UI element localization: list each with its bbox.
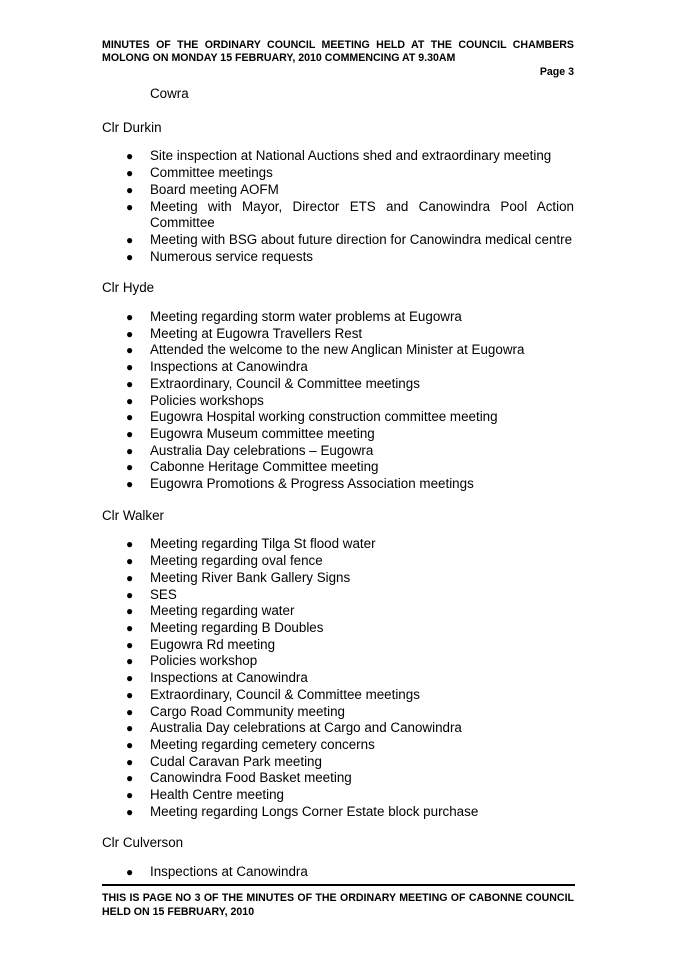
activity-item xyxy=(102,232,574,249)
activity-item xyxy=(102,476,574,493)
activity-item xyxy=(102,359,574,376)
activity-text: Health Centre meeting xyxy=(150,787,284,803)
bullet-icon: ● xyxy=(126,249,134,264)
bullet-icon: ● xyxy=(126,570,134,585)
activity-text: Inspections at Canowindra xyxy=(150,359,308,375)
bullet-icon: ● xyxy=(126,771,134,786)
activity-item xyxy=(102,148,574,165)
bullet-icon: ● xyxy=(126,737,134,752)
bullet-icon: ● xyxy=(126,687,134,702)
activity-item xyxy=(102,737,574,754)
activity-text: Meeting regarding water xyxy=(150,603,295,619)
activity-text: Cargo Road Community meeting xyxy=(150,703,345,719)
activity-text: Meeting River Bank Gallery Signs xyxy=(150,569,351,585)
bullet-icon: ● xyxy=(126,310,134,325)
activity-text: Australia Day celebrations – Eugowra xyxy=(150,442,374,458)
bullet-icon: ● xyxy=(126,326,134,341)
activity-text: Meeting with Mayor, Director ETS and Canowindra Pool Action Committee xyxy=(150,198,574,231)
bullet-icon: ● xyxy=(126,393,134,408)
activity-text: Eugowra Promotions & Progress Association meetings xyxy=(150,476,474,492)
bullet-icon: ● xyxy=(126,232,134,247)
activity-item xyxy=(102,770,574,787)
activity-item xyxy=(102,754,574,771)
councillor-section xyxy=(102,508,574,821)
activity-item xyxy=(102,536,574,553)
activity-text: Meeting regarding B Doubles xyxy=(150,619,324,635)
bullet-icon: ● xyxy=(126,182,134,197)
activity-text: Numerous service requests xyxy=(150,248,313,264)
bullet-icon: ● xyxy=(126,620,134,635)
bullet-icon: ● xyxy=(126,554,134,569)
activity-item xyxy=(102,165,574,182)
activity-item xyxy=(102,587,574,604)
bullet-icon: ● xyxy=(126,443,134,458)
bullet-icon: ● xyxy=(126,671,134,686)
bullet-icon: ● xyxy=(126,721,134,736)
activity-text: Extraordinary, Council & Committee meetings xyxy=(150,686,420,702)
councillor-sections xyxy=(102,120,574,881)
activity-item xyxy=(102,687,574,704)
activity-text: Meeting regarding Tilga St flood water xyxy=(150,536,376,552)
councillor-name: Clr Hyde xyxy=(102,280,155,296)
councillor-section xyxy=(102,280,574,492)
activity-list xyxy=(102,864,574,881)
document-header: MINUTES OF THE ORDINARY COUNCIL MEETING HELD AT THE COUNCIL CHAMBERS MOLONG ON MONDAY 15 FEBRUARY, 2010 COMMENCING AT 9.30AM xyxy=(102,39,574,64)
councillor-section xyxy=(102,835,574,880)
activity-item xyxy=(102,553,574,570)
bullet-icon: ● xyxy=(126,537,134,552)
activity-item xyxy=(102,249,574,266)
activity-item xyxy=(102,342,574,359)
activity-text: Cudal Caravan Park meeting xyxy=(150,753,322,769)
activity-item xyxy=(102,426,574,443)
activity-text: Cabonne Heritage Committee meeting xyxy=(150,459,379,475)
minutes-body xyxy=(102,86,574,896)
activity-text: Eugowra Hospital working construction committee meeting xyxy=(150,409,498,425)
activity-text: Meeting at Eugowra Travellers Rest xyxy=(150,325,363,341)
activity-item xyxy=(102,309,574,326)
activity-text: Committee meetings xyxy=(150,165,273,181)
activity-list xyxy=(102,536,574,820)
activity-text: Meeting regarding storm water problems at Eugowra xyxy=(150,309,462,325)
bullet-icon: ● xyxy=(126,654,134,669)
activity-text: Extraordinary, Council & Committee meetings xyxy=(150,375,420,391)
activity-text: SES xyxy=(150,586,177,602)
activity-text: Australia Day celebrations at Cargo and Canowindra xyxy=(150,720,462,736)
activity-item xyxy=(102,459,574,476)
page-number: Page 3 xyxy=(539,66,574,78)
activity-item xyxy=(102,443,574,460)
activity-item xyxy=(102,393,574,410)
activity-item xyxy=(102,326,574,343)
bullet-icon: ● xyxy=(126,360,134,375)
activity-text: Site inspection at National Auctions shed and extraordinary meeting xyxy=(150,148,552,164)
councillor-section xyxy=(102,120,574,266)
activity-text: Canowindra Food Basket meeting xyxy=(150,770,352,786)
bullet-icon: ● xyxy=(126,587,134,602)
activity-list xyxy=(102,148,574,265)
activity-item xyxy=(102,620,574,637)
activity-item xyxy=(102,787,574,804)
bullet-icon: ● xyxy=(126,460,134,475)
continuation-line: Cowra xyxy=(150,86,189,101)
councillor-name: Clr Culverson xyxy=(102,835,184,851)
councillor-name: Clr Walker xyxy=(102,507,164,523)
activity-text: Policies workshop xyxy=(150,653,258,669)
activity-item xyxy=(102,603,574,620)
activity-text: Policies workshops xyxy=(150,392,264,408)
activity-text: Meeting regarding oval fence xyxy=(150,553,323,569)
activity-text: Eugowra Museum committee meeting xyxy=(150,425,375,441)
activity-item xyxy=(102,409,574,426)
activity-list xyxy=(102,309,574,493)
activity-item xyxy=(102,637,574,654)
bullet-icon: ● xyxy=(126,343,134,358)
activity-text: Inspections at Canowindra xyxy=(150,670,308,686)
activity-item xyxy=(102,670,574,687)
bullet-icon: ● xyxy=(126,149,134,164)
activity-item xyxy=(102,199,574,232)
activity-item xyxy=(102,653,574,670)
document-footer: THIS IS PAGE NO 3 OF THE MINUTES OF THE ORDINARY MEETING OF CABONNE COUNCIL HELD ON 15 FEBRUARY, 2010 xyxy=(102,892,574,918)
activity-text: Meeting regarding Longs Corner Estate block purchase xyxy=(150,803,479,819)
activity-text: Meeting with BSG about future direction for Canowindra medical centre xyxy=(150,231,573,247)
bullet-icon: ● xyxy=(126,426,134,441)
bullet-icon: ● xyxy=(126,376,134,391)
bullet-icon: ● xyxy=(126,865,134,880)
activity-text: Inspections at Canowindra xyxy=(150,864,308,880)
activity-item xyxy=(102,704,574,721)
footer-divider xyxy=(102,884,575,886)
activity-item xyxy=(102,570,574,587)
bullet-icon: ● xyxy=(126,410,134,425)
bullet-icon: ● xyxy=(126,199,134,214)
activity-item xyxy=(102,182,574,199)
bullet-icon: ● xyxy=(126,804,134,819)
bullet-icon: ● xyxy=(126,477,134,492)
activity-text: Board meeting AOFM xyxy=(150,181,279,197)
activity-text: Meeting regarding cemetery concerns xyxy=(150,736,375,752)
activity-item xyxy=(102,376,574,393)
councillor-name: Clr Durkin xyxy=(102,119,162,135)
bullet-icon: ● xyxy=(126,754,134,769)
bullet-icon: ● xyxy=(126,166,134,181)
bullet-icon: ● xyxy=(126,637,134,652)
activity-text: Attended the welcome to the new Anglican Minister at Eugowra xyxy=(150,342,525,358)
activity-item xyxy=(102,804,574,821)
activity-item xyxy=(102,864,574,881)
bullet-icon: ● xyxy=(126,704,134,719)
activity-text: Eugowra Rd meeting xyxy=(150,636,276,652)
bullet-icon: ● xyxy=(126,788,134,803)
activity-item xyxy=(102,720,574,737)
bullet-icon: ● xyxy=(126,604,134,619)
